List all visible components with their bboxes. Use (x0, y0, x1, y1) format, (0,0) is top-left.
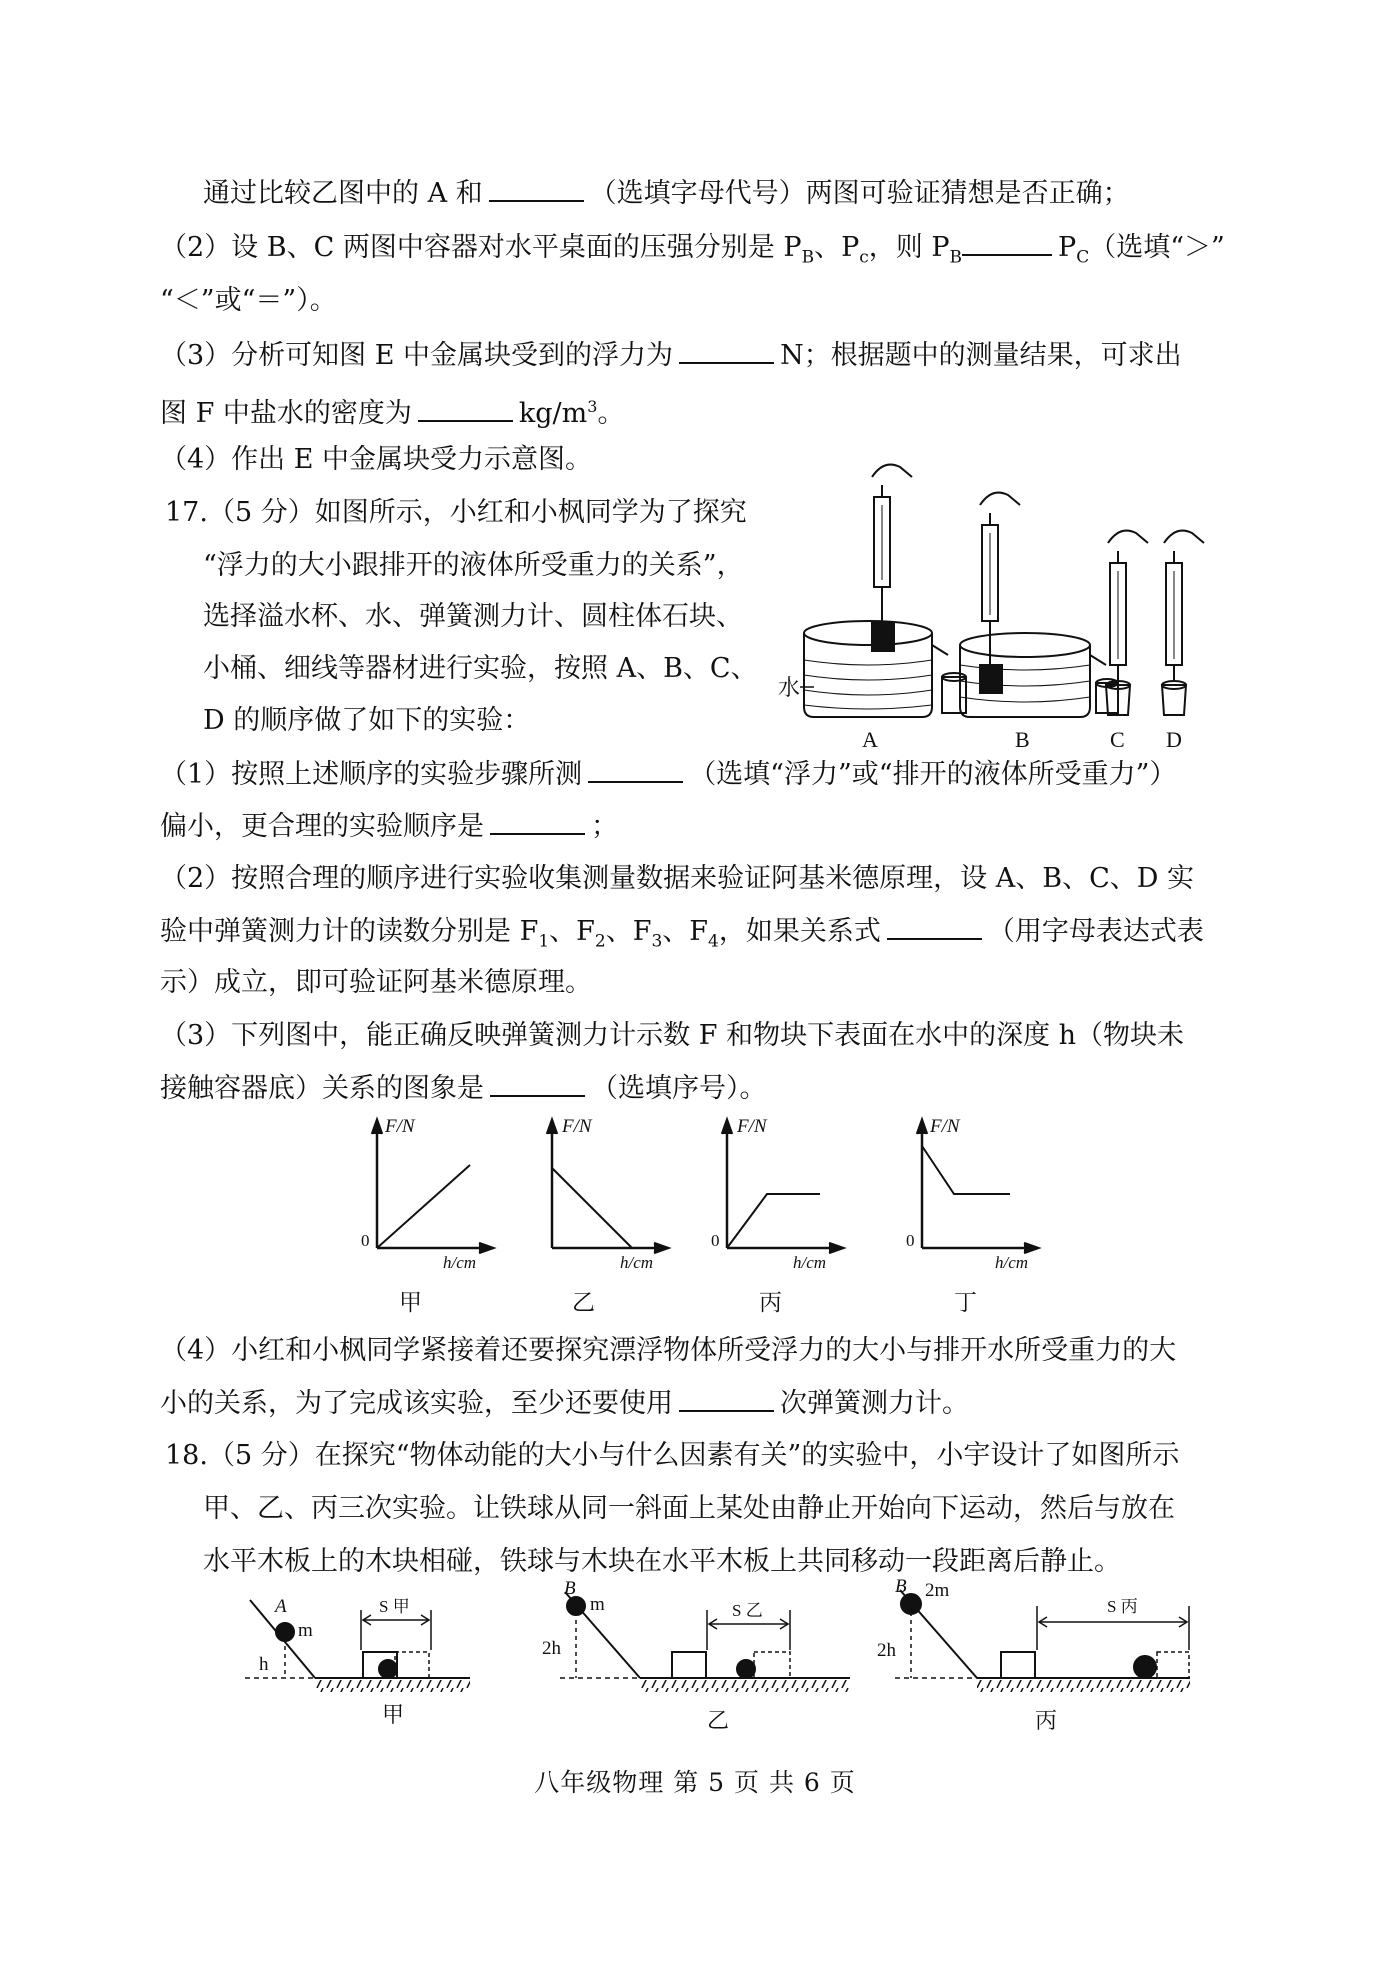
q16-text: P (1058, 232, 1077, 263)
fig-height-label: 2h (542, 1638, 561, 1659)
q17-intro-line (203, 652, 758, 686)
q17-part1-line1 (160, 757, 1176, 792)
graph-ding (906, 1116, 1038, 1315)
fig-name-jia: 甲 (382, 1702, 405, 1727)
q16-part2-line2 (160, 284, 337, 318)
graph-origin: 0 (361, 1231, 370, 1250)
graph-origin: 0 (711, 1231, 720, 1250)
q17-text: 小桶、细线等器材进行实验，按照 A、B、C、 (203, 653, 758, 684)
apparatus-b (960, 493, 1118, 717)
q18-text: 水平木板上的木块相碰，铁球与木块在水平木板上共同移动一段距离后静止。 (203, 1546, 1121, 1577)
q17-text: 验中弹簧测力计的读数分别是 F (160, 916, 539, 947)
graph-ylabel: F/N (930, 1116, 960, 1137)
figure-label-c: C (1110, 727, 1125, 752)
graph-xlabel: h/cm (443, 1253, 477, 1272)
q16-part2-line1 (160, 230, 1225, 274)
graph-ylabel: F/N (562, 1116, 592, 1137)
q18-text: 甲、乙、丙三次实验。让铁球从同一斜面上某处由静止开始向下运动，然后与放在 (203, 1493, 1175, 1524)
q17-part4-line2 (160, 1386, 969, 1421)
q17-text: 接触容器底）关系的图象是 (160, 1073, 484, 1104)
q18-figure-yi (542, 1578, 850, 1733)
subscript: 1 (538, 931, 550, 952)
q18-figure-jia (245, 1596, 470, 1727)
q17-text: 小的关系，为了完成该实验，至少还要使用 (160, 1388, 673, 1419)
q17-text: （选填序号）。 (591, 1073, 767, 1104)
q17-heading (165, 496, 747, 530)
figure-label-a: A (862, 727, 878, 752)
subscript: B (801, 247, 815, 268)
q18-line3 (203, 1545, 1121, 1579)
q16-line1 (203, 176, 1130, 211)
q16-text: N；根据题中的测量结果，可求出 (780, 340, 1182, 371)
fig-height-label: h (259, 1654, 269, 1675)
q17-text: 偏小，更合理的实验顺序是 (160, 811, 484, 842)
subscript: 2 (594, 931, 606, 952)
subscript: 4 (708, 931, 719, 952)
q17-text: 、F (662, 916, 709, 947)
q16-text: 、P (814, 232, 860, 263)
q17-text: 次弹簧测力计。 (780, 1388, 969, 1419)
answer-blank[interactable] (962, 230, 1052, 256)
answer-blank[interactable] (679, 1386, 774, 1412)
fig-point-label: A (275, 1596, 287, 1617)
answer-blank[interactable] (418, 396, 513, 422)
q17-text: （4）小红和小枫同学紧接着还要探究漂浮物体所受浮力的大小与排开水所受重力的大 (160, 1335, 1177, 1366)
fig-name-yi: 乙 (707, 1708, 730, 1733)
q17-text: （3）下列图中，能正确反映弹簧测力计示数 F 和物块下表面在水中的深度 h（物块未 (160, 1020, 1185, 1051)
subscript: 3 (651, 931, 663, 952)
q17-part1-line2 (160, 809, 618, 844)
answer-blank[interactable] (490, 1071, 585, 1097)
q17-intro-line (203, 704, 530, 738)
q17-intro-line (203, 549, 744, 583)
answer-blank[interactable] (489, 176, 584, 202)
q17-text: ； (591, 811, 618, 842)
fig-distance-label: S 乙 (732, 1601, 763, 1620)
q17-text: 示）成立，即可验证阿基米德原理。 (160, 967, 592, 998)
fig-mass-label: 2m (925, 1580, 950, 1601)
subscript: C (1076, 247, 1090, 268)
answer-blank[interactable] (679, 338, 774, 364)
fig-mass-label: m (298, 1620, 313, 1641)
q17-text: （5 分）如图所示，小红和小枫同学为了探究 (207, 497, 747, 528)
q16-text: （2）设 B、C 两图中容器对水平桌面的压强分别是 P (160, 232, 802, 263)
graph-yi (547, 1116, 668, 1315)
graph-bing (711, 1116, 843, 1315)
fig-height-label: 2h (877, 1640, 896, 1661)
subscript: B (949, 247, 963, 268)
graph-xlabel: h/cm (793, 1253, 827, 1272)
q17-part3-line2 (160, 1071, 767, 1106)
q16-text: （选填“＞” (1089, 232, 1225, 263)
graph-origin: 0 (906, 1231, 915, 1250)
q17-text: （2）按照合理的顺序进行实验收集测量数据来验证阿基米德原理，设 A、B、C、D 实 (160, 863, 1194, 894)
question-number: 18. (165, 1440, 208, 1471)
graph-name-ding: 丁 (954, 1290, 977, 1315)
q17-text: （选填“浮力”或“排开的液体所受重力”） (689, 759, 1177, 790)
answer-blank[interactable] (490, 809, 585, 835)
apparatus-d (1162, 531, 1204, 715)
graph-name-yi: 乙 (572, 1290, 595, 1315)
fig-mass-label: m (590, 1594, 605, 1615)
q18-figures (245, 1576, 1195, 1735)
figure-label-b: B (1015, 727, 1030, 752)
q16-part3-line1 (160, 338, 1182, 373)
q17-text: 、F (605, 916, 652, 947)
page-footer: 八年级物理 第 5 页 共 6 页 (534, 1768, 856, 1797)
graph-ylabel: F/N (385, 1116, 415, 1137)
graph-ylabel: F/N (737, 1116, 767, 1137)
q17-text: 、F (549, 916, 595, 947)
q17-part2-line3 (160, 966, 592, 1000)
q16-text: （选填字母代号）两图可验证猜想是否正确； (589, 178, 1130, 209)
graph-name-jia: 甲 (399, 1290, 422, 1315)
q17-part2-line1 (160, 862, 1194, 896)
q16-text: 图 F 中盐水的密度为 (160, 398, 412, 429)
q17-part3-line1 (160, 1019, 1184, 1053)
q16-part4 (160, 443, 592, 477)
q16-part3-line2 (160, 390, 624, 431)
q16-text: kg/m (518, 398, 588, 429)
q17-text: D 的顺序做了如下的实验： (203, 705, 531, 736)
q17-text: 选择溢水杯、水、弹簧测力计、圆柱体石块、 (203, 601, 743, 632)
q18-line2 (203, 1492, 1175, 1526)
graph-name-bing: 丙 (759, 1290, 782, 1315)
figure-label-d: D (1166, 727, 1182, 752)
q17-part4-line1 (160, 1334, 1176, 1368)
q17-text: “浮力的大小跟排开的液体所受重力的关系”， (203, 550, 744, 581)
graph-xlabel: h/cm (995, 1253, 1029, 1272)
fig-distance-label: S 甲 (379, 1597, 410, 1616)
q18-heading (165, 1439, 1179, 1473)
q18-text: （5 分）在探究“物体动能的大小与什么因素有关”的实验中，小宇设计了如图所示 (207, 1440, 1180, 1471)
apparatus-a (804, 465, 966, 717)
water-label: 水 (778, 675, 801, 700)
fig-point-label: B (895, 1576, 907, 1597)
q16-text: （3）分析可知图 E 中金属块受到的浮力为 (160, 340, 674, 371)
q17-graph-options (355, 1110, 1075, 1325)
fig-point-label: B (564, 1578, 576, 1599)
q16-text: （4）作出 E 中金属块受力示意图。 (160, 444, 593, 475)
q16-text: 通过比较乙图中的 A 和 (203, 178, 483, 209)
fig-distance-label: S 丙 (1107, 1597, 1138, 1616)
answer-blank[interactable] (588, 757, 683, 783)
superscript: 3 (587, 397, 598, 416)
q16-text: “＜”或“＝”）。 (160, 285, 337, 316)
q17-part2-line2 (160, 914, 1204, 958)
q17-apparatus-figure (778, 455, 1230, 755)
q17-text: （1）按照上述顺序的实验步骤所测 (160, 759, 583, 790)
question-number: 17. (165, 497, 208, 528)
graph-xlabel: h/cm (620, 1253, 654, 1272)
q17-text: （用字母表达式表 (987, 916, 1204, 947)
q17-text: ，如果关系式 (718, 916, 881, 947)
subscript: c (859, 247, 869, 268)
graph-jia (361, 1116, 493, 1315)
answer-blank[interactable] (887, 914, 982, 940)
q17-intro-line (203, 600, 743, 634)
q16-text: ，则 P (868, 232, 950, 263)
fig-name-bing: 丙 (1035, 1708, 1058, 1733)
q16-text: 。 (597, 398, 625, 429)
q18-figure-bing (877, 1576, 1190, 1733)
